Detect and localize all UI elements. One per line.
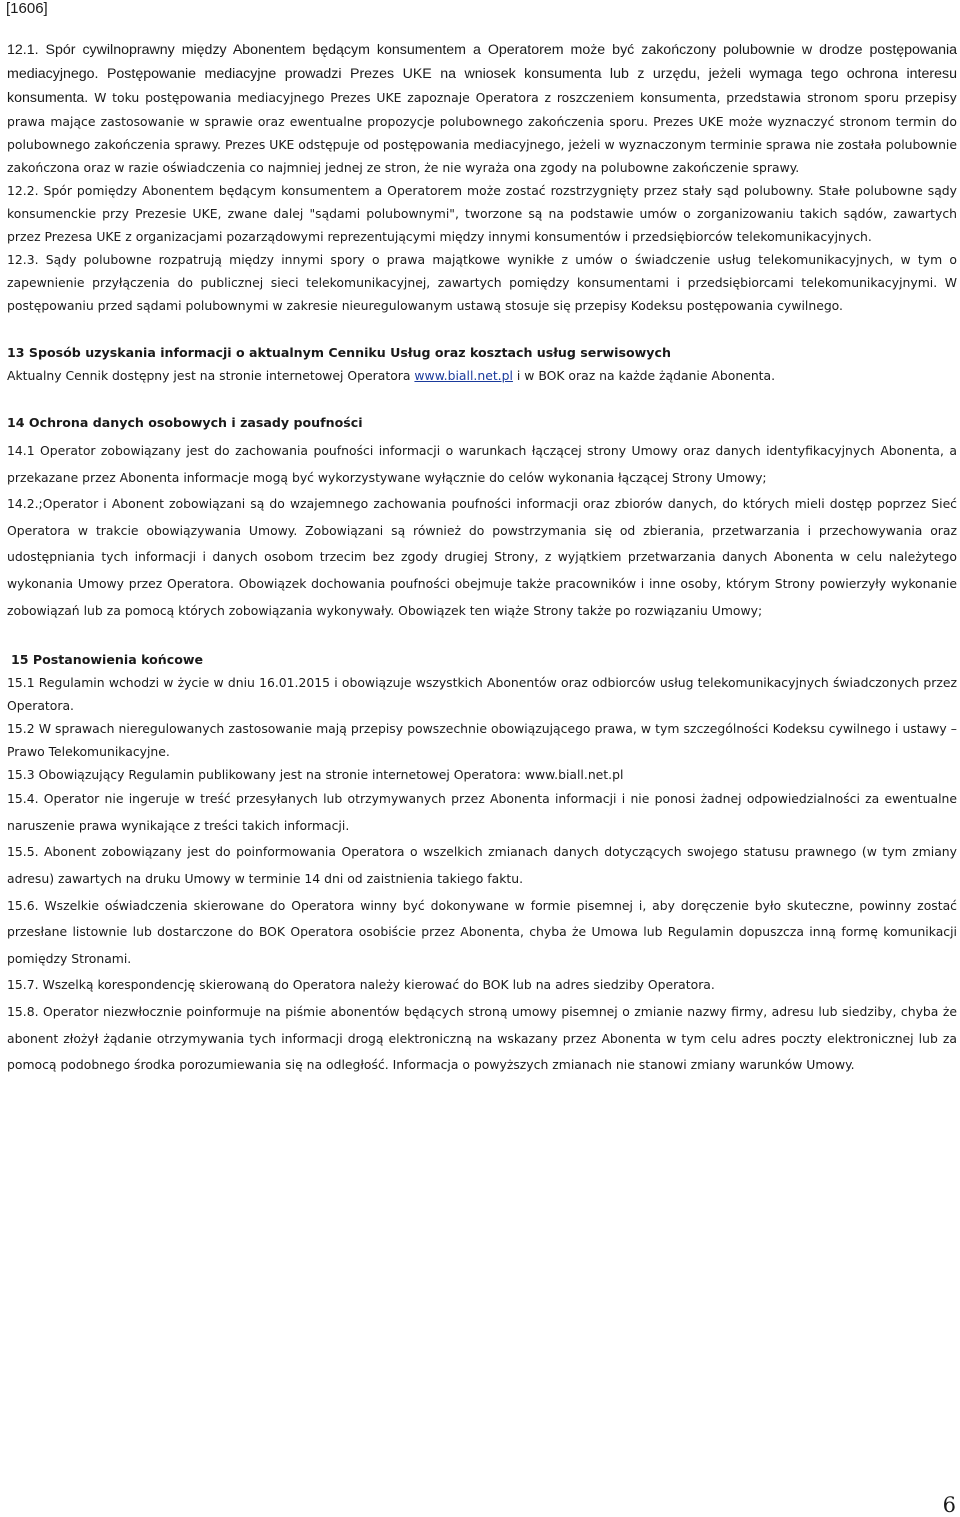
paragraph-12-3: 12.3. Sądy polubowne rozpatrują między innymi spory o prawa majątkowe wynikłe z umów o świadczenie usług telekomunikacyjnych, w tym o zapewnienie przyłączenia do publicznej sieci telekomunikacyjnej, zawartych pomiędzy konsumentami i przedsiębiorcami telekomunikacyjnymi. W postępowaniu przed sądami polubownymi w zakresie nieuregulowanym ustawą stosuje się przepisy Kodeksu postępowania cywilnego. (7, 252, 957, 313)
paragraph-13 (7, 364, 957, 387)
section-gap (7, 317, 957, 341)
document-body (7, 38, 957, 1079)
paragraph-12-2: 12.2. Spór pomiędzy Abonentem będącym konsumentem a Operatorem może zostać rozstrzygnięty przez stały sąd polubowny. Stałe polubowne sądy konsumenckie przy Prezesie UKE, zwane dalej "sądami polubownymi", tworzone są na podstawie umów o zorganizowaniu takich sądów, zawartych przez Prezesa UKE z organizacjami pozarządowymi reprezentującymi między innymi konsumentów i przedsiębiorców telekomunikacyjnych. (7, 183, 957, 244)
paragraph-15-6: 15.6. Wszelkie oświadczenia skierowane do Operatora winny być dokonywane w formie pisemnej i, aby doręczenie było skuteczne, powinny zostać przesłane listownie lub dostarczone do BOK Operatora osobiście przez Abonenta, chyba że Umowa lub Regulamin dopuszcza inną formę komunikacji pomiędzy Stronami. (7, 897, 957, 966)
section-gap (7, 387, 957, 411)
heading-section-13: 13 Sposób uzyskania informacji o aktualnym Cenniku Usług oraz kosztach usług serwisowych (7, 345, 671, 360)
paragraph-12-1-part-a: 12.1. Spór cywilnoprawny między Abonentem będącym konsumentem a Operatorem może być zakończony polubownie w drodze postępowania mediacyjnego. Postępowanie mediacyjne prowadzi Prezes UKE na wniosek konsumenta lub z urzędu, jeżeli wymaga tego ochrona interesu konsumenta. (7, 42, 957, 106)
page-tag: [1606] (6, 0, 48, 17)
paragraph-15-5: 15.5. Abonent zobowiązany jest do poinformowania Operatora o wszelkich zmianach danych dotyczących swojego statusu prawnego (w tym zmiany adresu) zawartych na druku Umowy w terminie 14 dni od zaistnienia takiego faktu. (7, 844, 957, 886)
paragraph-15-4: 15.4. Operator nie ingeruje w treść przesyłanych lub otrzymywanych przez Abonenta informacji i nie ponosi żadnej odpowiedzialności za ewentualne naruszenie prawa wynikające z treści takich informacji. (7, 791, 957, 833)
paragraph-12-1 (7, 38, 957, 179)
page-number: 6 (942, 1493, 956, 1517)
paragraph-15-8: 15.8. Operator niezwłocznie poinformuje na piśmie abonentów będących stroną umowy pisemnej o zmianie nazwy firmy, adresu lub siedziby, chyba że abonent złożył żądanie otrzymywania tych informacji drogą elektroniczną na wskazany przez Abonenta w tym celu adres poczty elektronicznej lub za pomocą podobnego środka porozumiewania się na odległość. Informacja o powyższych zmianach nie stanowi zmiany warunków Umowy. (7, 1003, 957, 1073)
section-gap (7, 624, 957, 648)
heading-section-14: 14 Ochrona danych osobowych i zasady poufności (7, 415, 363, 430)
operator-website-link[interactable]: www.biall.net.pl (414, 368, 513, 383)
paragraph-15-7: 15.7. Wszelką korespondencję skierowaną do Operatora należy kierować do BOK lub na adres siedziby Operatora. (7, 977, 715, 993)
heading-section-15: 15 Postanowienia końcowe (11, 652, 204, 668)
paragraph-12-1-part-b: W toku postępowania mediacyjnego Prezes UKE zapoznaje Operatora z roszczeniem konsumenta, przedstawia stronom sporu przepisy prawa mające zastosowanie w sprawie oraz ewentualne propozycje polubownego zakończenia sporu. Prezes UKE może wyznaczyć stronom termin do polubownego zakończenia sprawy. Prezes UKE odstępuje od postępowania mediacyjnego, jeżeli w wyznaczonym terminie sprawa nie została polubownie zakończona oraz w razie oświadczenia co najmniej jednej ze stron, że nie wyraża ona zgody na polubowne zakończenie sprawy. (7, 90, 957, 175)
paragraph-14-2: 14.2.;Operator i Abonent zobowiązani są do wzajemnego zachowania poufności informacji oraz zbiorów danych, do których mieli dostęp poprzez Sieć Operatora w trakcie obowiązywania Umowy. Zobowiązani są również do powstrzymania się od zbierania, przetwarzania i przechowywania oraz udostępniania tych informacji i danych osobom trzecim bez zgody drugiej Strony, z wyjątkiem przetwarzania danych Abonenta w celu należytego wykonania Umowy przez Operatora. Obowiązek dochowania poufności obejmuje także pracowników i inne osoby, którym Strony powierzyły wykonanie zobowiązań lub za pomocą których zobowiązania wykonywały. Obowiązek ten wiąże Strony także po rozwiązaniu Umowy; (7, 496, 957, 618)
paragraph-13-text-end: i w BOK oraz na każde żądanie Abonenta. (512, 368, 776, 383)
paragraph-14-1: 14.1 Operator zobowiązany jest do zachowania poufności informacji o warunkach łączącej strony Umowy oraz danych identyfikacyjnych Abonenta, a przekazane przez Abonenta informacje mogą być wykorzystywane wyłącznie do celów wykonania łączącej Strony Umowy; (7, 443, 957, 485)
paragraph-13-text: Aktualny Cennik dostępny jest na stronie internetowej Operatora (7, 368, 415, 383)
paragraph-15-3: 15.3 Obowiązujący Regulamin publikowany jest na stronie internetowej Operatora: www.biall.net.pl (7, 767, 624, 783)
paragraph-15-2: 15.2 W sprawach nieregulowanych zastosowanie mają przepisy powszechnie obowiązującego prawa, w tym szczególności Kodeksu cywilnego i ustawy – Prawo Telekomunikacyjne. (7, 721, 957, 760)
paragraph-15-1: 15.1 Regulamin wchodzi w życie w dniu 16.01.2015 i obowiązuje wszystkich Abonentów oraz odbiorców usług telekomunikacyjnych świadczonych przez Operatora. (7, 675, 957, 714)
